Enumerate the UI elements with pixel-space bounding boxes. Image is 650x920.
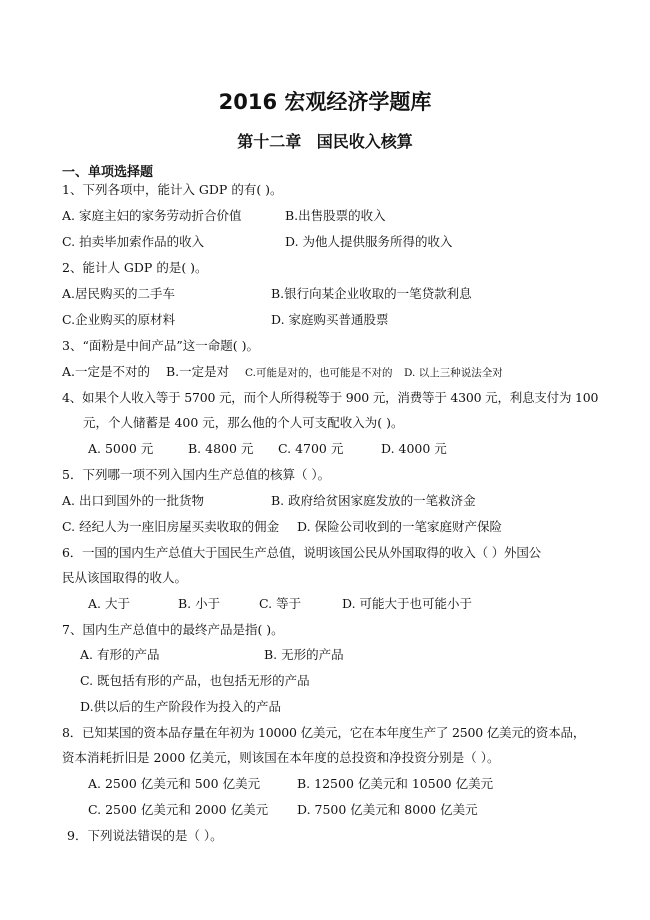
q2-option-a: A.居民购买的二手车 bbox=[62, 286, 176, 301]
q5-option-b: B. 政府给贫困家庭发放的一笔救济金 bbox=[271, 493, 476, 508]
q8-option-a: A. 2500 亿美元和 500 亿美元 bbox=[88, 776, 261, 791]
q2-option-b: B.银行向某企业收取的一笔贷款利息 bbox=[271, 286, 472, 301]
q2-stem: 2、能计人 GDP 的是( )。 bbox=[62, 260, 208, 275]
q1-option-c: C. 拍卖毕加索作品的收入 bbox=[62, 234, 205, 249]
q7-stem: 7、国内生产总值中的最终产品是指( )。 bbox=[62, 622, 284, 637]
q6-stem-line2: 民从该国取得的收人。 bbox=[62, 570, 188, 585]
q6-option-b: B. 小于 bbox=[178, 596, 221, 611]
q5-option-c: C. 经纪人为一座旧房屋买卖收取的佣金 bbox=[62, 519, 280, 534]
q1-option-b: B.出售股票的收入 bbox=[285, 208, 386, 223]
q6-option-d: D. 可能大于也可能小于 bbox=[342, 596, 473, 611]
q7-option-b: B. 无形的产品 bbox=[264, 647, 344, 662]
q3-option-a: A.一定是不对的 bbox=[62, 364, 151, 379]
q1-option-d: D. 为他人提供服务所得的收入 bbox=[285, 234, 453, 249]
document-title: 2016 宏观经济学题库 bbox=[218, 90, 432, 114]
q1-option-a: A. 家庭主妇的家务劳动折合价值 bbox=[62, 208, 242, 223]
q2-option-d: D. 家庭购买普通股票 bbox=[271, 312, 389, 327]
q7-option-c: C. 既包括有形的产品，也包括无形的产品 bbox=[80, 673, 310, 688]
q9-stem: 9．下列说法错误的是（ ）。 bbox=[67, 828, 223, 843]
q3-option-d: D. 以上三种说法全对 bbox=[404, 367, 503, 379]
q2-option-c: C.企业购买的原材料 bbox=[62, 312, 176, 327]
section-heading: 一、单项选择题 bbox=[62, 165, 154, 180]
q8-option-c: C. 2500 亿美元和 2000 亿美元 bbox=[88, 802, 269, 817]
q4-stem-line1: 4、如果个人收入等于 5700 元，而个人所得税等于 900 元，消费等于 4300 元，利息支付为 100 bbox=[62, 390, 599, 405]
q4-option-d: D. 4000 元 bbox=[381, 441, 447, 456]
q4-option-b: B. 4800 元 bbox=[188, 441, 254, 456]
chapter-heading: 第十二章 国民收入核算 bbox=[237, 132, 413, 151]
q8-stem-line1: 8．已知某国的资本品存量在年初为 10000 亿美元，它在本年度生产了 2500 亿美元的资本品， bbox=[62, 725, 586, 740]
q1-stem: 1、下列各项中，能计入 GDP 的有( )。 bbox=[62, 182, 283, 197]
q3-option-b: B.一定是对 bbox=[166, 364, 230, 379]
q7-option-a: A. 有形的产品 bbox=[80, 647, 160, 662]
q6-option-a: A. 大于 bbox=[88, 596, 130, 611]
q5-option-d: D. 保险公司收到的一笔家庭财产保险 bbox=[297, 519, 503, 534]
q8-option-b: B. 12500 亿美元和 10500 亿美元 bbox=[297, 776, 494, 791]
q4-stem-line2: 元，个人储蓄是 400 元，那么他的个人可支配收入为( )。 bbox=[83, 415, 404, 430]
q7-option-d: D.供以后的生产阶段作为投入的产品 bbox=[80, 699, 282, 714]
q8-stem-line2: 资本消耗折旧是 2000 亿美元，则该国在本年度的总投资和净投资分别是（ ）。 bbox=[62, 750, 500, 765]
q6-option-c: C. 等于 bbox=[259, 596, 302, 611]
q8-option-d: D. 7500 亿美元和 8000 亿美元 bbox=[297, 802, 478, 817]
q3-option-c: C.可能是对的，也可能是不对的 bbox=[245, 367, 393, 379]
q5-stem: 5．下列哪一项不列入国内生产总值的核算（ ）。 bbox=[62, 467, 331, 482]
q3-stem: 3、“面粉是中间产品”这一命题( )。 bbox=[62, 338, 259, 353]
q5-option-a: A. 出口到国外的一批货物 bbox=[62, 493, 204, 508]
q4-option-c: C. 4700 元 bbox=[278, 441, 344, 456]
q6-stem-line1: 6．一国的国内生产总值大于国民生产总值，说明该国公民从外国取得的收入（ ）外国公 bbox=[62, 545, 541, 560]
q4-option-a: A. 5000 元 bbox=[88, 441, 154, 456]
